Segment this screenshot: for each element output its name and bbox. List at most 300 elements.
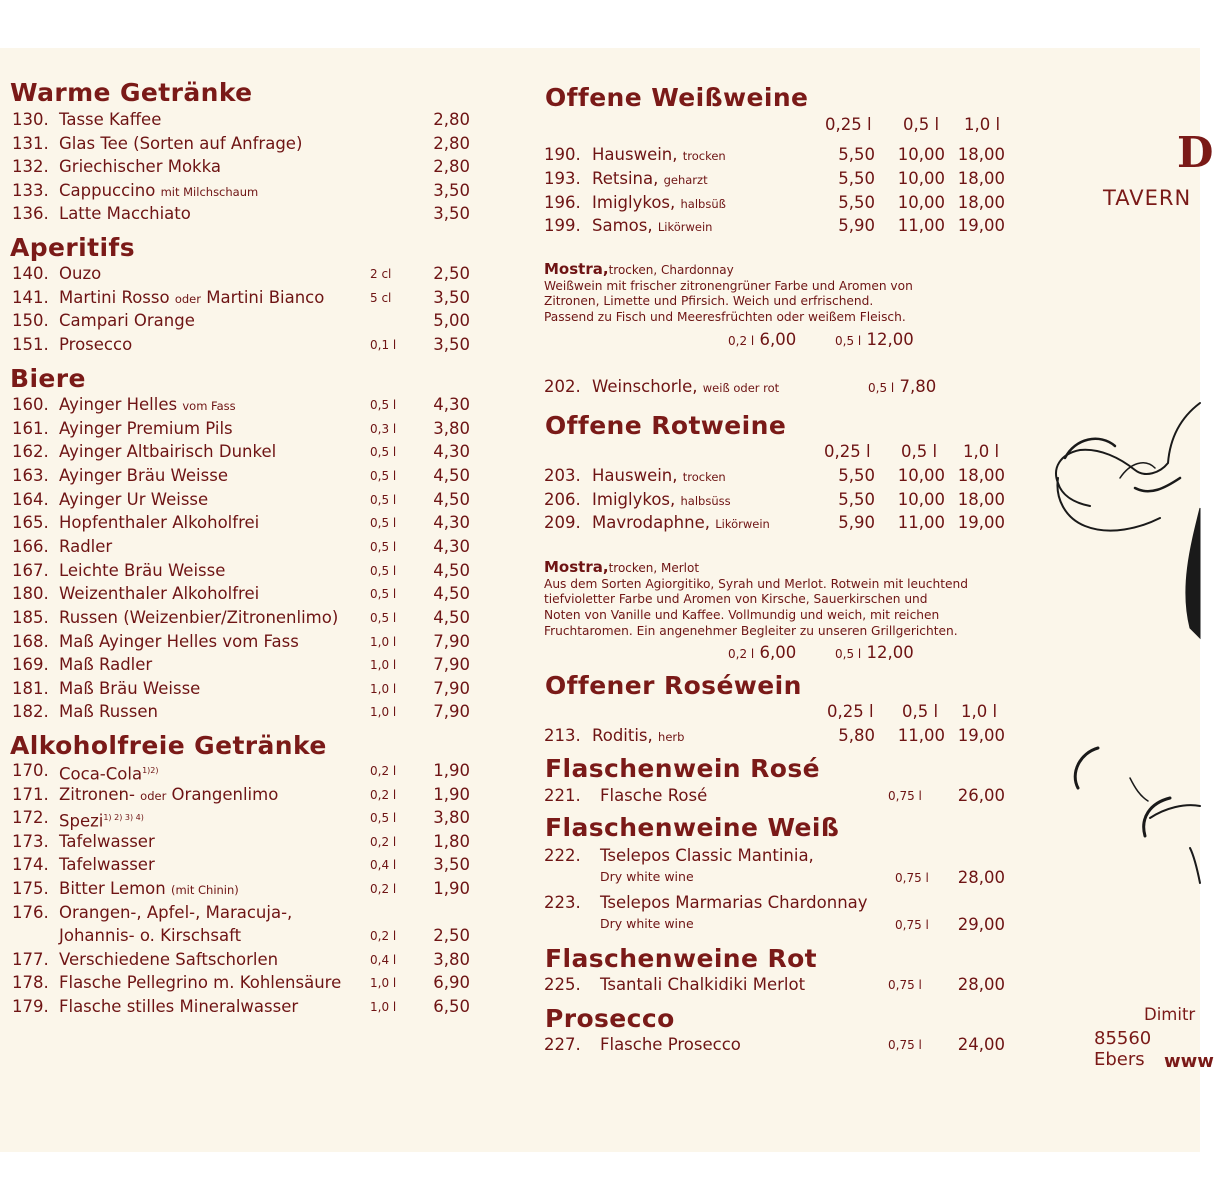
item-volume: 1,0 l — [370, 976, 397, 991]
item-price: 2,80 — [433, 110, 470, 129]
menu-item-row — [0, 180, 490, 202]
item-note: oder — [140, 788, 167, 803]
item-volume: 0,75 l — [888, 789, 922, 803]
item-volume: 2 cl — [370, 267, 392, 281]
section-title-biere: Biere — [10, 364, 86, 393]
item-name — [592, 489, 731, 512]
item-name-text: Cappuccino — [59, 180, 156, 200]
item-name — [59, 560, 225, 582]
item-price: 1,90 — [433, 879, 470, 898]
item-name-text: Roditis, — [592, 726, 653, 745]
item-number: 133. — [12, 180, 49, 200]
item-price: 4,50 — [433, 465, 470, 485]
item-name-text: Ayinger Premium Pils — [59, 418, 233, 438]
item-name — [59, 925, 241, 947]
item-name — [59, 878, 239, 901]
item-number: 213. — [544, 726, 581, 745]
menu-item-row — [0, 560, 490, 582]
mostra-weiss-price-small: 0,2 l 6,00 — [728, 330, 797, 349]
mostra-desc-line: tiefvioletter Farbe und Aromen von Kirsche, Sauerkirschen und — [544, 592, 928, 607]
item-name — [592, 512, 770, 535]
item-name-text: Maß Radler — [59, 655, 153, 675]
item-name — [59, 180, 258, 203]
item-note: halbsüss — [680, 493, 731, 508]
item-note: mit Milchschaum — [160, 184, 259, 199]
item-volume: 0,2 l — [370, 834, 397, 849]
menu-item-row — [0, 607, 490, 629]
item-price: 7,90 — [433, 655, 470, 675]
item-price: 2,80 — [433, 157, 470, 177]
item-volume: 1,0 l — [370, 1000, 397, 1014]
bottle-item-row — [530, 1034, 1020, 1056]
wine-item-row — [530, 465, 1020, 487]
item-number: 163. — [12, 465, 49, 485]
item-name-text: Retsina, — [592, 168, 659, 188]
menu-item-row — [0, 203, 490, 225]
item-name — [59, 536, 112, 558]
item-volume: 1,0 l — [370, 658, 397, 673]
item-volume: 0,75 l — [895, 918, 929, 932]
item-name-text: Russen (Weizenbier/Zitronenlimo) — [59, 607, 339, 627]
item-name-text: Zitronen- — [59, 784, 135, 804]
item-name-text: Ayinger Altbairisch Dunkel — [59, 442, 277, 462]
bottle-item-row — [530, 785, 1020, 807]
item-number: 182. — [12, 702, 49, 722]
price-0-5l: 10,00 — [897, 489, 945, 509]
item-name — [59, 607, 338, 629]
menu-item-row — [0, 441, 490, 463]
menu-item-row — [0, 109, 490, 131]
wine-item-row — [530, 192, 1020, 214]
dancer-illustration — [1040, 378, 1200, 898]
item-name-text: Campari Orange — [59, 311, 195, 331]
item-number: 165. — [12, 513, 49, 533]
item-note: Likörwein — [657, 220, 713, 235]
item-number: 173. — [12, 831, 49, 851]
weinschorle-row — [530, 376, 1020, 398]
section-title-flaschenwein-rose: Flaschenwein Rosé — [545, 754, 820, 783]
item-name-text: Orangenlimo — [171, 784, 279, 804]
item-name-text: Verschiedene Saftschorlen — [59, 949, 279, 969]
mostra-desc-line: Fruchtaromen. Ein angenehmer Begleiter zu unseren Grillgerichten. — [544, 623, 958, 638]
size-label: 1,0 l — [964, 115, 1001, 134]
item-name-text: Griechischer Mokka — [59, 157, 221, 177]
bottle-item-row — [530, 845, 1020, 867]
item-name — [59, 394, 236, 417]
price-0-5l: 10,00 — [897, 466, 945, 485]
price-0-5l: 11,00 — [897, 726, 945, 745]
item-number: 160. — [12, 395, 49, 414]
item-name — [59, 583, 259, 605]
item-name-text: Prosecco — [59, 335, 133, 355]
item-name: Tselepos Classic Mantinia, — [600, 846, 814, 865]
size-label: 0,5 l — [902, 702, 939, 721]
item-name — [59, 807, 144, 833]
price-0-25l: 5,80 — [838, 726, 875, 745]
item-volume: 0,4 l — [370, 858, 397, 873]
price-0-25l: 5,50 — [838, 489, 875, 509]
item-name-text: Tafelwasser — [59, 831, 155, 851]
price-1-0l: 18,00 — [957, 192, 1005, 212]
item-volume: 0,5 l — [370, 610, 397, 625]
section-title-offene-weissweine: Offene Weißweine — [545, 83, 809, 112]
item-name — [59, 678, 200, 700]
section-title-flaschenweine-weiss: Flaschenweine Weiß — [545, 813, 840, 842]
item-price: 2,50 — [433, 264, 470, 283]
item-number: 225. — [544, 975, 581, 994]
item-name — [59, 133, 302, 155]
mostra-rot-description — [544, 560, 974, 640]
item-note: geharzt — [663, 172, 708, 187]
price-0-5l: 11,00 — [897, 216, 945, 236]
mostra-desc-line: Weißwein mit frischer zitronengrüner Farbe und Aromen von — [544, 278, 913, 293]
price-1-0l: 19,00 — [957, 726, 1005, 745]
menu-item-row — [0, 807, 490, 829]
menu-item-row — [0, 263, 490, 285]
item-price: 1,80 — [433, 831, 470, 851]
item-number: 161. — [12, 418, 49, 438]
item-volume: 0,3 l — [370, 421, 397, 436]
item-number: 141. — [12, 287, 49, 307]
item-volume: 0,5 l — [370, 398, 397, 412]
item-name — [59, 512, 259, 534]
item-number: 164. — [12, 489, 49, 509]
mostra-weiss-description — [544, 262, 974, 326]
item-name — [59, 654, 152, 676]
item-note: vom Fass — [182, 399, 236, 413]
item-volume: 0,5 l — [370, 492, 397, 507]
item-name: Weinschorle, weiß oder rot — [592, 377, 780, 396]
item-name — [592, 725, 684, 748]
item-number: 170. — [12, 761, 49, 780]
price-0-25l: 5,50 — [838, 192, 875, 212]
item-number: 136. — [12, 204, 49, 224]
item-name-text: Ayinger Helles — [59, 395, 178, 414]
item-number: 175. — [12, 879, 49, 898]
size-header-rotwein — [530, 441, 1020, 463]
wine-item-row — [530, 144, 1020, 166]
item-name-text: Maß Ayinger Helles vom Fass — [59, 631, 299, 651]
menu-item-row — [0, 418, 490, 440]
item-price: 24,00 — [957, 1035, 1005, 1054]
wine-item-row — [530, 215, 1020, 237]
mostra-desc-line: Noten von Vanille und Kaffee. Vollmundig und weich, mit reichen — [544, 608, 940, 623]
item-price: 3,50 — [433, 180, 470, 200]
item-name — [59, 465, 228, 487]
item-number: 178. — [12, 973, 49, 993]
item-volume: 0,5 l — [370, 539, 397, 554]
item-name-text: Spezi — [59, 811, 104, 831]
item-number: 203. — [544, 466, 581, 485]
item-price: 4,50 — [433, 607, 470, 627]
mostra-title: Mostra,trocken, Merlot — [544, 558, 700, 576]
item-note: herb — [658, 730, 685, 744]
item-note: Likörwein — [715, 517, 770, 532]
mostra-weiss-price-large: 0,5 l 12,00 — [835, 330, 914, 349]
item-price: 29,00 — [957, 915, 1005, 934]
middle-column — [530, 48, 1020, 1152]
item-number: 180. — [12, 584, 49, 604]
price-1-0l: 18,00 — [957, 489, 1005, 509]
item-price: 28,00 — [957, 975, 1005, 994]
size-header-weisswein — [530, 114, 1020, 136]
item-subline: Dry white wine — [600, 916, 694, 931]
price-0-25l: 5,50 — [838, 466, 875, 485]
item-name-text: Weizenthaler Alkoholfrei — [59, 584, 260, 604]
bottle-item-row — [530, 892, 1020, 914]
item-name-text: Hauswein, — [592, 145, 678, 164]
price-0-5l: 10,00 — [897, 168, 945, 188]
size-label: 1,0 l — [963, 442, 1000, 461]
item-price: 7,90 — [433, 702, 470, 722]
menu-item-row — [0, 902, 490, 924]
section-title-alkoholfreie-getraenke: Alkoholfreie Getränke — [10, 731, 327, 760]
price-0-25l: 5,90 — [838, 216, 875, 236]
item-price: 3,80 — [433, 808, 470, 828]
menu-item-row — [0, 536, 490, 558]
item-price: 3,50 — [433, 335, 470, 355]
menu-item-row — [0, 654, 490, 676]
item-number: 227. — [544, 1035, 581, 1054]
menu-item-row — [0, 925, 490, 947]
item-price: 4,50 — [433, 560, 470, 580]
item-price: 3,80 — [433, 949, 470, 969]
mostra-rot-price-small: 0,2 l 6,00 — [728, 643, 797, 662]
item-name — [59, 156, 221, 178]
item-subline: Dry white wine — [600, 869, 694, 884]
item-number: 130. — [12, 110, 49, 129]
item-price: 7,90 — [433, 631, 470, 651]
mostra-desc-line: Zitronen, Limette und Pfirsich. Weich und erfrischend. — [544, 294, 874, 309]
item-number: 172. — [12, 808, 49, 828]
price-1-0l: 18,00 — [957, 466, 1005, 485]
price-1-0l: 18,00 — [957, 145, 1005, 164]
item-price: 3,50 — [433, 204, 470, 224]
menu-item-row — [0, 701, 490, 723]
item-number: 176. — [12, 902, 49, 922]
item-number: 162. — [12, 442, 49, 462]
item-price: 26,00 — [957, 786, 1005, 805]
item-name-text: Coca-Cola — [59, 764, 143, 784]
item-number: 202. — [544, 377, 581, 396]
size-label: 0,5 l — [901, 442, 938, 461]
item-volume: 0,2 l — [370, 929, 397, 944]
section-title-offene-rotweine: Offene Rotweine — [545, 411, 787, 440]
item-note: halbsüß — [680, 196, 726, 211]
item-name — [59, 831, 155, 853]
menu-item-row — [0, 310, 490, 332]
item-volume: 1,0 l — [370, 634, 397, 649]
address-line: 85560 Ebers — [1094, 1028, 1152, 1070]
item-number: 185. — [12, 607, 49, 627]
address-line: Dimitr — [1144, 1005, 1196, 1024]
item-name — [592, 192, 726, 215]
item-name — [592, 465, 726, 488]
item-number: 151. — [12, 335, 49, 355]
mostra-desc-line: Aus dem Sorten Agiorgitiko, Syrah und Merlot. Rotwein mit leuchtend — [544, 576, 968, 591]
section-title-warme-getraenke: Warme Getränke — [10, 78, 253, 107]
item-name — [592, 168, 708, 191]
menu-sheet — [0, 48, 1214, 1152]
menu-item-row — [0, 784, 490, 806]
item-number: 140. — [12, 264, 49, 283]
wine-item-row — [530, 489, 1020, 511]
item-volume: 0,2 l — [370, 787, 397, 802]
item-volume: 0,5 l — [370, 587, 397, 602]
item-note: trocken — [682, 149, 726, 163]
item-number: 171. — [12, 784, 49, 804]
item-name — [59, 972, 341, 994]
menu-item-row — [0, 878, 490, 900]
menu-item-row — [0, 831, 490, 853]
item-name-text: Latte Macchiato — [59, 204, 191, 224]
item-number: 206. — [544, 489, 581, 509]
item-name: Flasche Prosecco — [600, 1035, 741, 1054]
item-price: 1,90 — [433, 784, 470, 804]
size-label: 0,25 l — [825, 115, 872, 134]
item-price: 4,30 — [433, 395, 470, 414]
item-name-text: Bitter Lemon — [59, 879, 166, 898]
item-name-text: Imiglykos, — [592, 489, 676, 509]
price-0-5l: 11,00 — [897, 513, 945, 533]
item-name — [59, 489, 208, 511]
item-name — [59, 203, 191, 225]
menu-item-row — [0, 583, 490, 605]
item-price: 4,30 — [433, 513, 470, 533]
item-name-text: Radler — [59, 536, 113, 556]
size-header-rosewein — [530, 701, 1020, 723]
price-0-5l: 10,00 — [897, 145, 945, 164]
item-name — [59, 949, 278, 971]
item-name-text: Tafelwasser — [59, 855, 155, 875]
website-link[interactable]: www — [1164, 1051, 1214, 1072]
item-number: 166. — [12, 536, 49, 556]
item-volume: 0,5 l — [370, 468, 397, 483]
section-title-offener-rosewein: Offener Roséwein — [545, 671, 802, 700]
menu-item-row — [0, 287, 490, 309]
item-name-text: Mavrodaphne, — [592, 513, 710, 533]
item-price: 2,50 — [433, 926, 470, 946]
item-name-text: Maß Russen — [59, 702, 158, 722]
menu-item-row — [0, 489, 490, 511]
footnote-marker: 1) 2) 3) 4) — [103, 813, 144, 823]
item-number: 131. — [12, 133, 49, 153]
bottle-price-row — [530, 867, 1020, 889]
item-name — [592, 215, 712, 238]
brand-logo-letter: D — [1177, 128, 1214, 177]
item-name — [59, 996, 298, 1018]
item-number: 168. — [12, 631, 49, 651]
left-column — [0, 48, 490, 1152]
item-number: 167. — [12, 560, 49, 580]
item-name-text: Samos, — [592, 216, 653, 236]
item-price: 0,5 l 7,80 — [868, 377, 937, 396]
item-name-text: Martini Bianco — [206, 287, 325, 307]
item-volume: 0,75 l — [888, 1038, 922, 1052]
menu-item-row — [0, 972, 490, 994]
price-0-25l: 5,90 — [838, 513, 875, 533]
item-volume: 0,75 l — [888, 978, 922, 992]
item-number: 190. — [544, 145, 581, 164]
item-name: Flasche Rosé — [600, 786, 708, 805]
item-number: 169. — [12, 655, 49, 675]
wine-item-row — [530, 512, 1020, 534]
section-title-aperitifs: Aperitifs — [10, 233, 135, 262]
item-name — [59, 760, 159, 786]
item-name-text: Ayinger Ur Weisse — [59, 489, 209, 509]
item-name — [59, 287, 324, 310]
item-name — [59, 784, 278, 807]
item-price: 1,90 — [433, 761, 470, 780]
item-name-text: Maß Bräu Weisse — [59, 678, 201, 698]
item-name — [59, 334, 132, 356]
item-name — [59, 701, 158, 723]
item-name-text: Johannis- o. Kirschsaft — [59, 926, 242, 946]
item-name — [59, 109, 161, 131]
item-price: 28,00 — [957, 868, 1005, 887]
item-name — [59, 902, 292, 924]
mostra-desc-line: Passend zu Fisch und Meeresfrüchten oder weißem Fleisch. — [544, 310, 906, 325]
item-name-text: Ayinger Bräu Weisse — [59, 465, 228, 485]
item-name-text: Glas Tee (Sorten auf Anfrage) — [59, 133, 303, 153]
item-number: 193. — [544, 168, 581, 188]
menu-item-row — [0, 394, 490, 416]
item-name-text: Hopfenthaler Alkoholfrei — [59, 513, 260, 533]
price-0-25l: 5,50 — [838, 145, 875, 164]
item-price: 4,30 — [433, 442, 470, 462]
item-volume: 1,0 l — [370, 705, 397, 720]
size-label: 0,5 l — [903, 115, 940, 134]
item-volume: 0,1 l — [370, 338, 397, 353]
item-number: 179. — [12, 997, 49, 1016]
price-1-0l: 19,00 — [957, 513, 1005, 533]
size-label: 0,25 l — [827, 702, 874, 721]
item-note: (mit Chinin) — [170, 883, 239, 897]
item-number: 174. — [12, 855, 49, 875]
menu-item-row — [0, 334, 490, 356]
item-volume: 0,75 l — [895, 871, 929, 885]
menu-item-row — [0, 156, 490, 178]
item-price: 2,80 — [433, 133, 470, 153]
item-volume: 0,2 l — [370, 882, 397, 896]
item-name — [592, 144, 726, 167]
bottle-item-row — [530, 974, 1020, 996]
menu-item-row — [0, 996, 490, 1018]
menu-item-row — [0, 678, 490, 700]
item-number: 222. — [544, 846, 581, 865]
item-price: 3,50 — [433, 287, 470, 307]
brand-subtitle: TAVERN — [1103, 186, 1192, 210]
menu-item-row — [0, 760, 490, 782]
item-name — [59, 418, 233, 440]
menu-item-row — [0, 133, 490, 155]
size-label: 0,25 l — [824, 442, 871, 461]
item-volume: 0,5 l — [370, 445, 397, 460]
item-name — [59, 631, 299, 653]
brand-panel — [1040, 48, 1214, 1152]
item-number: 150. — [12, 311, 49, 331]
item-price: 4,50 — [433, 489, 470, 509]
item-name — [59, 310, 195, 332]
menu-item-row — [0, 949, 490, 971]
item-volume: 0,2 l — [370, 764, 397, 778]
item-number: 177. — [12, 949, 49, 969]
item-name-text: Orangen-, Apfel-, Maracuja-, — [59, 902, 293, 922]
item-volume: 0,4 l — [370, 952, 397, 967]
item-volume: 0,5 l — [370, 563, 397, 578]
item-name — [59, 854, 155, 876]
item-volume: 5 cl — [370, 290, 392, 305]
